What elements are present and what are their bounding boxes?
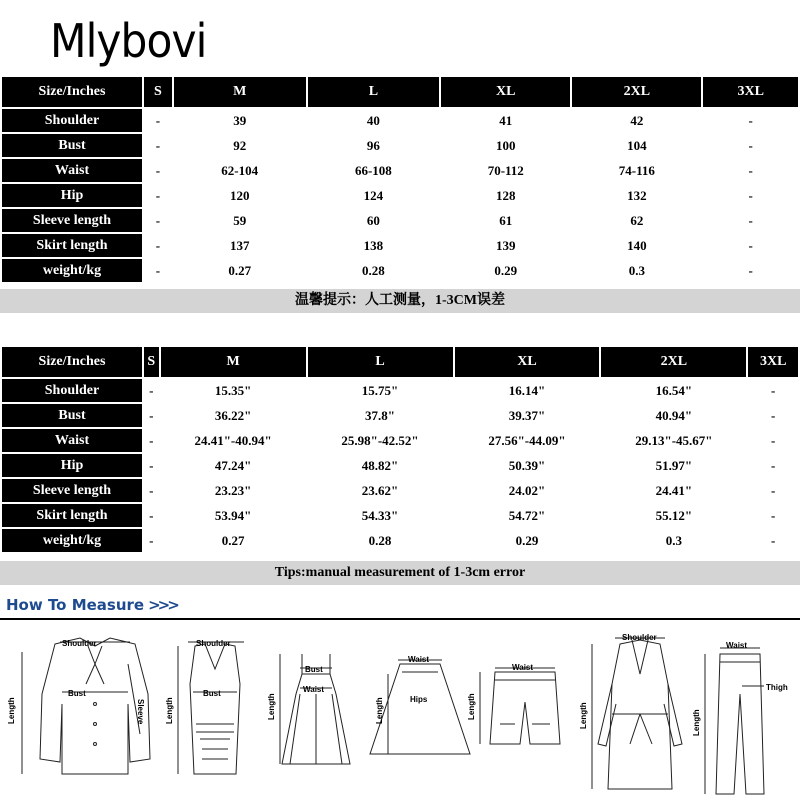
table-cell: - bbox=[703, 134, 798, 157]
table-cell: 137 bbox=[174, 234, 306, 257]
measure-illustrations bbox=[0, 624, 800, 800]
label-waist-7: Waist bbox=[726, 641, 748, 650]
table-cell: - bbox=[144, 159, 172, 182]
table-row bbox=[2, 109, 798, 132]
table-cell: 53.94" bbox=[161, 504, 306, 527]
table-cell: 74-116 bbox=[572, 159, 701, 182]
table-cell: - bbox=[748, 404, 798, 427]
table-cell: - bbox=[703, 184, 798, 207]
table-cell: 0.28 bbox=[308, 259, 440, 282]
table-row bbox=[2, 159, 798, 182]
header-size: L bbox=[308, 77, 440, 107]
table-cell: 100 bbox=[441, 134, 570, 157]
row-label: Hip bbox=[2, 184, 142, 207]
table-cell: 50.39" bbox=[455, 454, 600, 477]
table-cell: - bbox=[748, 454, 798, 477]
table-cell: - bbox=[703, 109, 798, 132]
table-row bbox=[2, 479, 798, 502]
row-label: Waist bbox=[2, 429, 142, 452]
table-cell: - bbox=[703, 259, 798, 282]
header-size: M bbox=[174, 77, 306, 107]
table-cell: 55.12" bbox=[601, 504, 746, 527]
table-cell: 124 bbox=[308, 184, 440, 207]
table-cell: 0.28 bbox=[308, 529, 453, 552]
label-sleeve-1: Sleeve bbox=[136, 699, 145, 725]
table-cell: 41 bbox=[441, 109, 570, 132]
table-row bbox=[2, 454, 798, 477]
row-label: Bust bbox=[2, 404, 142, 427]
table-cell: 48.82" bbox=[308, 454, 453, 477]
brand-logo: Mlybovi bbox=[50, 14, 207, 68]
row-label: Sleeve length bbox=[2, 479, 142, 502]
header-size: M bbox=[161, 347, 306, 377]
table-cell: - bbox=[144, 259, 172, 282]
row-label: Shoulder bbox=[2, 379, 142, 402]
label-length-1: Length bbox=[7, 697, 16, 724]
table-cell: 40.94" bbox=[601, 404, 746, 427]
table-cell: 104 bbox=[572, 134, 701, 157]
table-cell: - bbox=[144, 209, 172, 232]
table-cell: 25.98"-42.52" bbox=[308, 429, 453, 452]
table-cell: 66-108 bbox=[308, 159, 440, 182]
row-label: Shoulder bbox=[2, 109, 142, 132]
size-note-cn: 温馨提示：人工测量，1-3CM误差 bbox=[0, 289, 800, 313]
label-shoulder-6: Shoulder bbox=[622, 633, 657, 642]
table-cell: 0.29 bbox=[441, 259, 570, 282]
size-table-inches bbox=[0, 345, 800, 554]
table-cell: 70-112 bbox=[441, 159, 570, 182]
blouse-figure bbox=[22, 638, 150, 774]
table-cell: - bbox=[748, 379, 798, 402]
table-cell: 54.33" bbox=[308, 504, 453, 527]
header-size: XL bbox=[455, 347, 600, 377]
table-cell: 139 bbox=[441, 234, 570, 257]
table-cell: - bbox=[144, 454, 159, 477]
size-table-cm bbox=[0, 75, 800, 284]
label-bust-2: Bust bbox=[203, 689, 221, 698]
table-cell: - bbox=[748, 529, 798, 552]
label-bust-1: Bust bbox=[68, 689, 86, 698]
label-waist-4: Waist bbox=[408, 655, 430, 664]
table-cell: 15.35" bbox=[161, 379, 306, 402]
table-cell: 61 bbox=[441, 209, 570, 232]
table-cell: - bbox=[144, 134, 172, 157]
label-thigh-7: Thigh bbox=[766, 683, 788, 692]
table-row bbox=[2, 504, 798, 527]
row-label: Hip bbox=[2, 454, 142, 477]
label-length-7: Length bbox=[692, 709, 701, 736]
table-cell: 59 bbox=[174, 209, 306, 232]
header-size: S bbox=[144, 347, 159, 377]
trench-figure bbox=[592, 638, 682, 789]
table-cell: 120 bbox=[174, 184, 306, 207]
table-row bbox=[2, 134, 798, 157]
header-size: L bbox=[308, 347, 453, 377]
table-cell: 27.56"-44.09" bbox=[455, 429, 600, 452]
row-label: weight/kg bbox=[2, 529, 142, 552]
table-cell: - bbox=[748, 504, 798, 527]
table-row bbox=[2, 209, 798, 232]
header-size: 2XL bbox=[601, 347, 746, 377]
divider bbox=[0, 618, 800, 620]
table-cell: 0.3 bbox=[601, 529, 746, 552]
table-cell: 37.8" bbox=[308, 404, 453, 427]
table-row bbox=[2, 234, 798, 257]
table-cell: 0.29 bbox=[455, 529, 600, 552]
table-cell: 140 bbox=[572, 234, 701, 257]
table-cell: 0.27 bbox=[161, 529, 306, 552]
row-label: Bust bbox=[2, 134, 142, 157]
table-cell: 16.54" bbox=[601, 379, 746, 402]
table-cell: 39.37" bbox=[455, 404, 600, 427]
header-size: S bbox=[144, 77, 172, 107]
label-bust-3: Bust bbox=[305, 665, 323, 674]
label-length-5: Length bbox=[467, 693, 476, 720]
table-cell: 23.23" bbox=[161, 479, 306, 502]
table-cell: 23.62" bbox=[308, 479, 453, 502]
table-cell: - bbox=[144, 504, 159, 527]
label-waist-3: Waist bbox=[303, 685, 325, 694]
table-cell: 128 bbox=[441, 184, 570, 207]
header-size: 2XL bbox=[572, 77, 701, 107]
header-label: Size/Inches bbox=[2, 77, 142, 107]
table-cell: - bbox=[144, 529, 159, 552]
table-cell: - bbox=[144, 184, 172, 207]
tank-figure bbox=[178, 642, 244, 774]
table-cell: 24.02" bbox=[455, 479, 600, 502]
table-cell: - bbox=[144, 429, 159, 452]
skirt-figure bbox=[370, 660, 470, 754]
table-row bbox=[2, 379, 798, 402]
header-label: Size/Inches bbox=[2, 347, 142, 377]
row-label: Skirt length bbox=[2, 504, 142, 527]
row-label: Waist bbox=[2, 159, 142, 182]
label-length-6: Length bbox=[579, 702, 588, 729]
label-shoulder-2: Shoulder bbox=[196, 639, 231, 648]
label-length-4: Length bbox=[375, 697, 384, 724]
table-cell: - bbox=[748, 479, 798, 502]
label-hips-4: Hips bbox=[410, 695, 428, 704]
header-size: XL bbox=[441, 77, 570, 107]
label-waist-5: Waist bbox=[512, 663, 534, 672]
table-cell: - bbox=[703, 159, 798, 182]
table-cell: 92 bbox=[174, 134, 306, 157]
table-cell: 51.97" bbox=[601, 454, 746, 477]
table-cell: 132 bbox=[572, 184, 701, 207]
table-cell: 15.75" bbox=[308, 379, 453, 402]
table-cell: 47.24" bbox=[161, 454, 306, 477]
table-cell: 54.72" bbox=[455, 504, 600, 527]
table-cell: - bbox=[144, 109, 172, 132]
row-label: Skirt length bbox=[2, 234, 142, 257]
table-cell: - bbox=[703, 209, 798, 232]
table-row bbox=[2, 404, 798, 427]
table-cell: - bbox=[703, 234, 798, 257]
table-cell: 62 bbox=[572, 209, 701, 232]
table-cell: 40 bbox=[308, 109, 440, 132]
table-row bbox=[2, 529, 798, 552]
pants-figure bbox=[705, 648, 764, 794]
table-cell: 24.41"-40.94" bbox=[161, 429, 306, 452]
table-cell: 60 bbox=[308, 209, 440, 232]
table-cell: - bbox=[748, 429, 798, 452]
table-cell: 29.13"-45.67" bbox=[601, 429, 746, 452]
table-cell: 42 bbox=[572, 109, 701, 132]
row-label: Sleeve length bbox=[2, 209, 142, 232]
header-size: 3XL bbox=[748, 347, 798, 377]
table-cell: - bbox=[144, 379, 159, 402]
label-length-3: Length bbox=[267, 693, 276, 720]
label-shoulder-1: Shoulder bbox=[62, 639, 97, 648]
table-cell: - bbox=[144, 479, 159, 502]
table-row bbox=[2, 184, 798, 207]
table-cell: 16.14" bbox=[455, 379, 600, 402]
label-length-2: Length bbox=[165, 697, 174, 724]
table-cell: 0.3 bbox=[572, 259, 701, 282]
table-cell: 96 bbox=[308, 134, 440, 157]
table-cell: - bbox=[144, 404, 159, 427]
table-cell: - bbox=[144, 234, 172, 257]
size-note-en: Tips:manual measurement of 1-3cm error bbox=[0, 561, 800, 585]
table-cell: 138 bbox=[308, 234, 440, 257]
table-cell: 24.41" bbox=[601, 479, 746, 502]
table-row bbox=[2, 259, 798, 282]
header-size: 3XL bbox=[703, 77, 798, 107]
table-cell: 0.27 bbox=[174, 259, 306, 282]
shorts-figure bbox=[480, 668, 560, 744]
table-cell: 62-104 bbox=[174, 159, 306, 182]
row-label: weight/kg bbox=[2, 259, 142, 282]
table-row bbox=[2, 429, 798, 452]
how-to-measure-title: How To Measure >>> bbox=[6, 596, 177, 614]
table-cell: 36.22" bbox=[161, 404, 306, 427]
table-cell: 39 bbox=[174, 109, 306, 132]
